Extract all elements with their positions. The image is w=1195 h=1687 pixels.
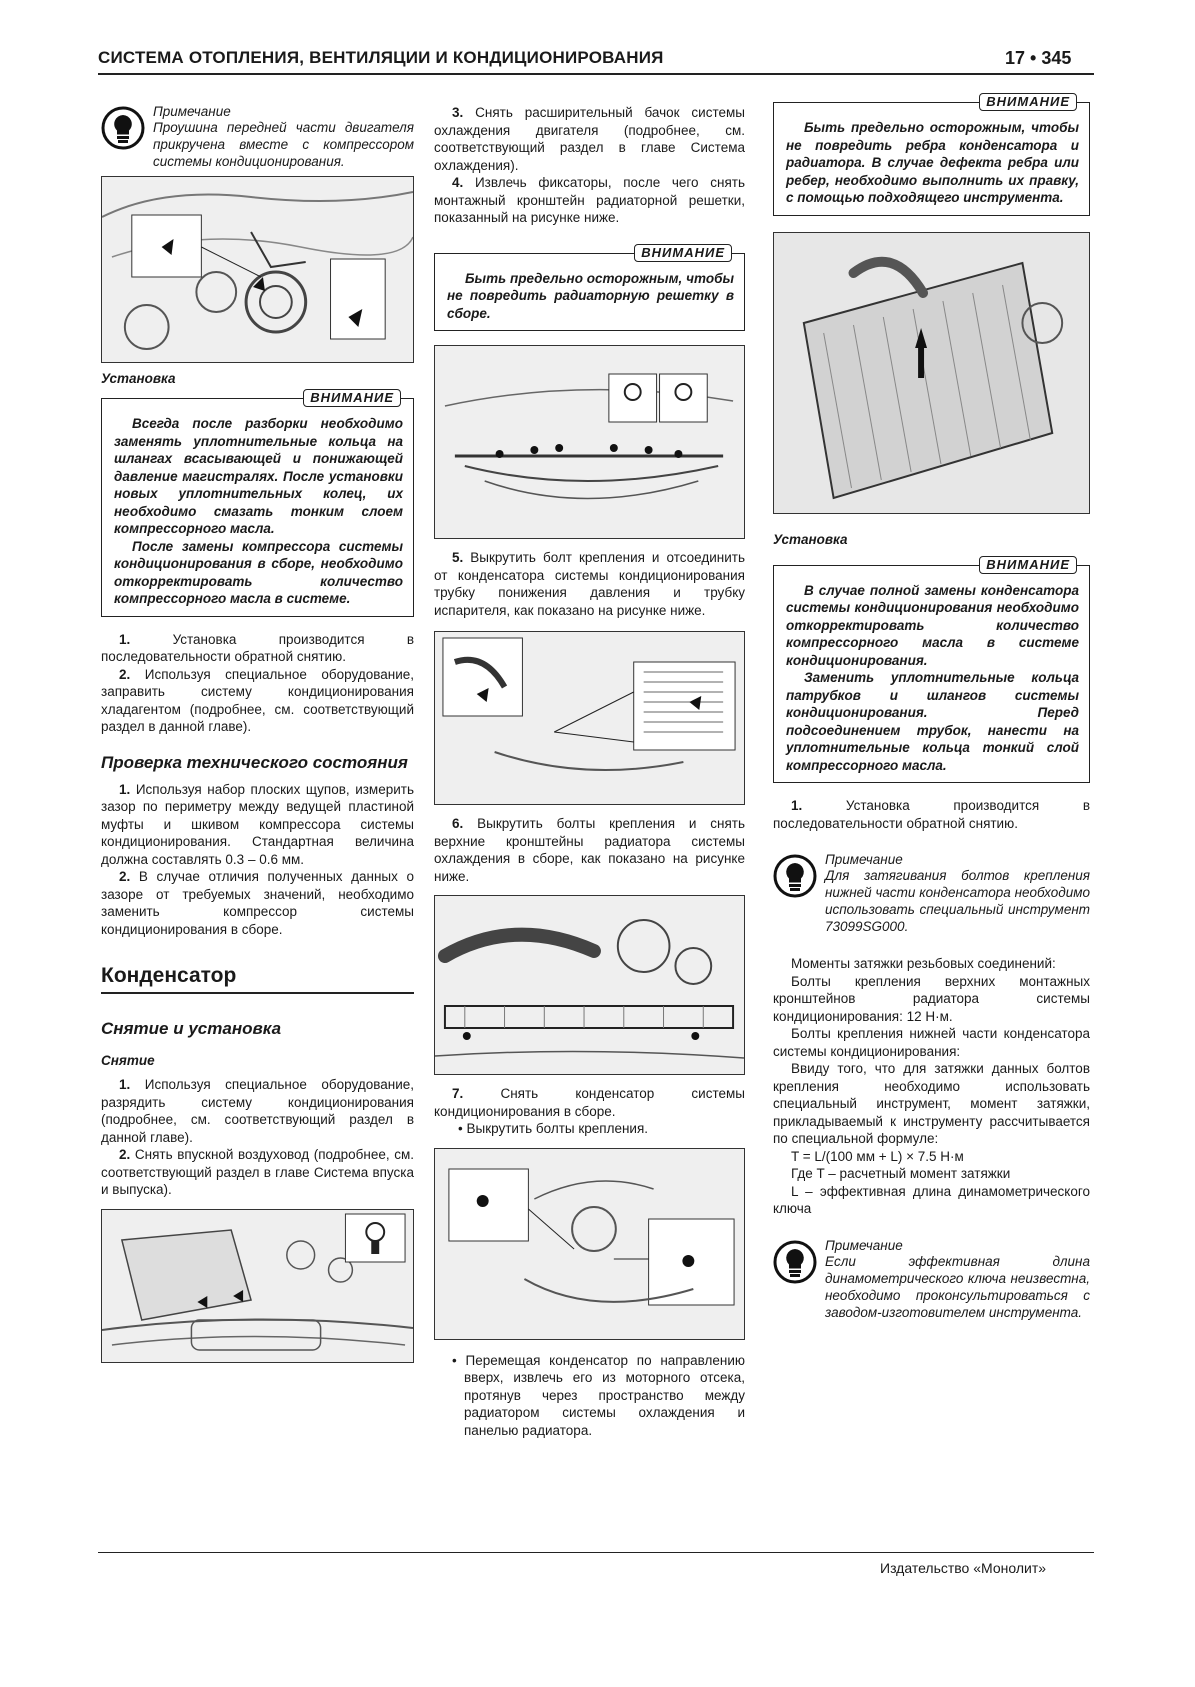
column-middle [434,104,745,1439]
step-text: Установка производится в последовательности обратной снятию. [773,798,1090,831]
figure-intake-duct [101,1209,414,1363]
note-text: Если эффективная длина динамометрического ключа неизвестна, необходимо проконсультироваться с заводом-изготовителем инструмента. [825,1253,1090,1320]
section-heading: Проверка технического состояния [101,752,408,772]
step-text: Снять расширительный бачок системы охлаждения двигателя (подробнее, см. соответствующий раздел в главе Система охлаждения). [434,105,745,173]
note-text: Проушина передней части двигателя прикручена вместе с компрессором системы кондиционирования. [153,120,414,169]
step-text: Снять впускной воздуховод (подробнее, см. соответствующий раздел в главе Система впуска и выпуска). [101,1147,414,1197]
paragraph: Где T – расчетный момент затяжки [791,1166,1011,1181]
warning-text: Заменить уплотнительные кольца патрубков и шлангов системы кондиционирования. Перед подсоединением трубок, нанести на уплотнительные кольца тонкий слой компрессорного масла. [786,670,1079,773]
warning-text: Быть предельно осторожным, чтобы не повредить ребра конденсатора и радиатора. В случае дефекта ребра или ребер, необходимо выполнить их правку, с помощью подходящего инструмента. [786,120,1079,205]
header-rule [98,73,1094,75]
step-text: Используя специальное оборудование, заправить систему кондиционирования хладагентом (подробнее, см. соответствующий раздел в данной главе). [101,666,414,734]
formula: T = L/(100 мм + L) × 7.5 Н·м [791,1148,964,1164]
step-text: Используя специальное оборудование, разрядить систему кондиционирования (подробнее, см. соответствующий раздел в данной главе). [101,1077,414,1145]
warning-label: ВНИМАНИЕ [634,244,732,262]
figure-radiator-brackets [434,895,745,1075]
warning-box [773,94,1090,216]
step-number: 1. [791,798,803,813]
column-left [101,104,414,1363]
paragraph: Ввиду того, что для затяжки данных болтов крепления необходимо использовать специальный инструмент, момент затяжки, прикладываемый к инструменту рассчитывается по специальной формуле: [773,1061,1090,1146]
warning-text: В случае полной замены конденсатора системы кондиционирования необходимо откорректировать количество компрессорного масла в системе кондиционирования. [786,582,1079,668]
page-number: 17 • 345 [1005,48,1072,68]
step-number: 4. [452,175,464,190]
warning-box [434,244,745,332]
paragraph: Болты крепления нижней части конденсатора системы кондиционирования: [773,1026,1090,1059]
warning-text: После замены компрессора системы кондиционирования в сборе, необходимо откорректировать количество компрессорного масла в системе. [114,538,403,606]
step-number: 2. [119,1147,131,1162]
step-number: 1. [119,781,131,797]
step-text: Установка производится в последовательности обратной снятию. [101,631,414,664]
note-title: Примечание [153,104,231,119]
page-header-title: СИСТЕМА ОТОПЛЕНИЯ, ВЕНТИЛЯЦИИ И КОНДИЦИОНИРОВАНИЯ [98,48,664,67]
subsection-heading: Снятие [101,1053,155,1068]
warning-box [773,556,1090,784]
warning-text: Всегда после разборки необходимо заменять уплотнительные кольца на шлангах всасывающей и понижающей давление магистралях. После установки новых уплотнительных колец, их необходимо смазать тонким слоем компрессорного масла. [114,416,403,536]
step-text: Выкрутить болты крепления и снять верхние кронштейны радиатора системы охлаждения в сборе, как показано на рисунке ниже. [434,816,745,884]
bullet-item: • Перемещая конденсатор по направлению вверх, извлечь его из моторного отсека, протянув через пространство между радиатором системы охлаждения и панелью радиатора. [452,1352,746,1438]
figure-condenser-removal [773,232,1090,514]
step-text: В случае отличия полученных данных о зазоре от требуемых значений, необходимо заменить компрессор системы кондиционирования в сборе. [101,869,414,937]
chapter-heading: Конденсатор [101,964,414,994]
figure-caption: Установка [773,531,848,547]
column-right [773,90,1090,1321]
step-text: Выкрутить болт крепления и отсоединить от конденсатора системы кондиционирования трубку понижения давления и трубку испарителя, как показано на рисунке ниже. [434,550,745,618]
bullet-text: Перемещая конденсатор по направлению вверх, извлечь его из моторного отсека, протянув через пространство между радиатором системы охлаждения и панелью радиатора. [464,1352,746,1438]
step-number: 1. [119,1077,131,1092]
step-number: 3. [452,105,464,120]
figure-grille-bracket [434,345,745,539]
footer-rule [98,1552,1094,1553]
step-text: Используя набор плоских щупов, измерить зазор по периметру между ведущей пластиной муфты и шкивом компрессора системы кондиционирования. Стандартная величина должна составлять 0.3 – 0.6 мм. [101,781,414,867]
note-block [773,852,1090,935]
warning-box [101,390,414,617]
paragraph: L – эффективная длина динамометрического ключа [773,1183,1090,1216]
figure-condenser-pipes [434,631,745,805]
step-number: 5. [452,550,464,565]
bullet-item: • Выкрутить болты крепления. [458,1121,649,1136]
step-number: 7. [452,1086,464,1101]
note-title: Примечание [825,1237,903,1253]
note-title: Примечание [825,852,903,867]
paragraph: Моменты затяжки резьбовых соединений: [791,956,1056,971]
step-number: 2. [119,869,131,884]
note-block [773,1238,1090,1321]
bullet-text: Выкрутить болты крепления. [466,1121,649,1136]
warning-label: ВНИМАНИЕ [979,93,1077,111]
step-text: Извлечь фиксаторы, после чего снять монтажный кронштейн радиаторной решетки, показанный на рисунке ниже. [434,175,745,225]
warning-text: Быть предельно осторожным, чтобы не повредить радиаторную решетку в сборе. [447,270,734,321]
lightbulb-icon [101,106,145,150]
note-block [101,104,414,170]
figure-caption: Установка [101,371,176,386]
figure-condenser-bolts [434,1148,745,1340]
figure-compressor [101,176,414,363]
step-number: 6. [452,816,464,831]
paragraph: Болты крепления верхних монтажных кронштейнов радиатора системы кондиционирования: 12 Н·м. [773,973,1090,1024]
step-number: 1. [119,631,131,647]
step-text: Снять конденсатор системы кондиционирования в сборе. [434,1086,745,1119]
lightbulb-icon [773,854,817,898]
note-text: Для затягивания болтов крепления нижней части конденсатора необходимо использовать специальный инструмент 73099SG000. [825,868,1090,934]
warning-label: ВНИМАНИЕ [979,556,1077,574]
lightbulb-icon [773,1240,817,1284]
step-number: 2. [119,666,131,682]
publisher: Издательство «Монолит» [880,1560,1047,1576]
section-heading: Снятие и установка [101,1019,282,1038]
warning-label: ВНИМАНИЕ [303,389,401,407]
